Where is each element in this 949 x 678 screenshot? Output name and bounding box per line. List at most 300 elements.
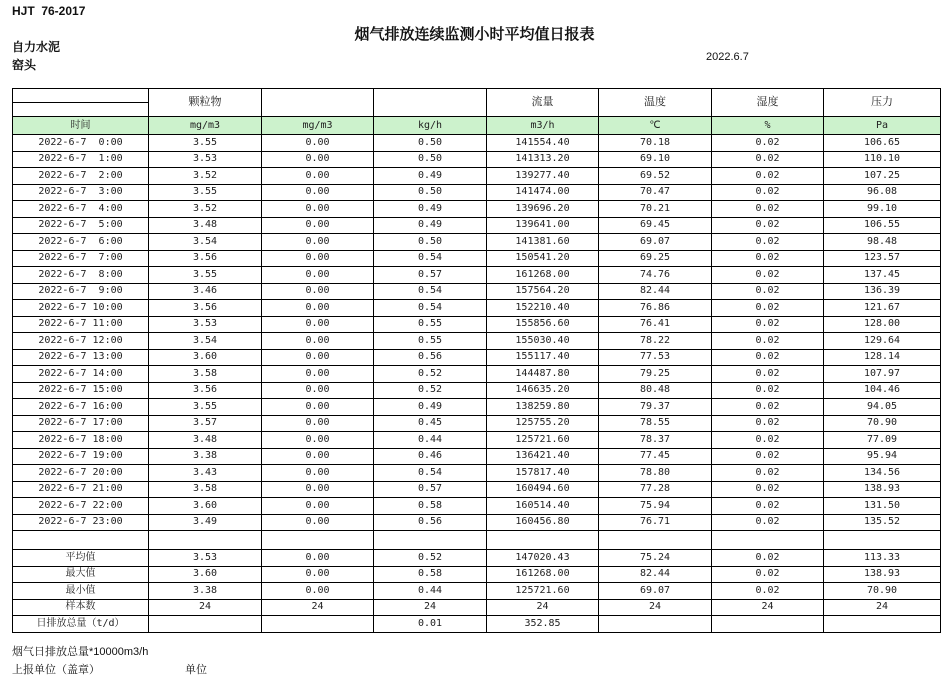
value-cell: 3.60 [149,349,262,366]
summary-value-cell: 24 [599,599,712,616]
time-cell: 2022-6-7 11:00 [13,316,149,333]
value-cell: 128.14 [824,349,941,366]
value-cell: 0.00 [262,184,374,201]
value-cell: 78.37 [599,432,712,449]
value-cell: 136.39 [824,283,941,300]
value-cell: 0.00 [262,300,374,317]
value-cell: 0.54 [374,283,487,300]
table-row [13,514,941,531]
value-cell: 107.25 [824,168,941,185]
value-cell: 0.00 [262,366,374,383]
value-cell: 3.58 [149,481,262,498]
value-cell: 0.54 [374,300,487,317]
value-cell: 106.55 [824,217,941,234]
value-cell: 0.00 [262,250,374,267]
value-cell: 0.00 [262,514,374,531]
time-cell: 2022-6-7 21:00 [13,481,149,498]
table-row [13,366,941,383]
summary-value-cell: 0.00 [262,566,374,583]
value-cell: 104.46 [824,382,941,399]
value-cell: 161268.00 [487,267,599,284]
group-header-cell [374,89,487,117]
summary-label-cell: 最小值 [13,583,149,600]
summary-row [13,616,941,633]
unit-header-cell: mg/m3 [149,117,262,135]
value-cell: 78.80 [599,465,712,482]
table-row [13,333,941,350]
header-group-row [13,89,941,103]
summary-value-cell: 161268.00 [487,566,599,583]
report-table-head [13,89,941,135]
time-cell: 2022-6-7 5:00 [13,217,149,234]
value-cell: 134.56 [824,465,941,482]
value-cell: 0.02 [712,168,824,185]
value-cell: 3.56 [149,382,262,399]
table-row [13,465,941,482]
value-cell: 3.57 [149,415,262,432]
time-cell: 2022-6-7 17:00 [13,415,149,432]
value-cell: 0.58 [374,498,487,515]
summary-value-cell: 24 [824,599,941,616]
summary-row [13,583,941,600]
value-cell: 0.02 [712,382,824,399]
header-units-row [13,117,941,135]
table-row [13,498,941,515]
blank-cell [374,531,487,550]
time-cell: 2022-6-7 14:00 [13,366,149,383]
value-cell: 3.43 [149,465,262,482]
value-cell: 157564.20 [487,283,599,300]
value-cell: 150541.20 [487,250,599,267]
value-cell: 0.02 [712,316,824,333]
unit-header-cell: Pa [824,117,941,135]
value-cell: 70.21 [599,201,712,218]
table-row [13,168,941,185]
value-cell: 0.00 [262,316,374,333]
value-cell: 3.55 [149,135,262,152]
value-cell: 0.49 [374,399,487,416]
value-cell: 0.02 [712,349,824,366]
value-cell: 80.48 [599,382,712,399]
value-cell: 94.05 [824,399,941,416]
value-cell: 0.02 [712,300,824,317]
unit-header-cell: m3/h [487,117,599,135]
value-cell: 3.38 [149,448,262,465]
value-cell: 0.00 [262,267,374,284]
value-cell: 0.00 [262,399,374,416]
value-cell: 129.64 [824,333,941,350]
value-cell: 3.48 [149,217,262,234]
blank-cell [599,531,712,550]
summary-label-cell: 日排放总量（t/d） [13,616,149,633]
value-cell: 0.02 [712,135,824,152]
value-cell: 0.00 [262,151,374,168]
value-cell: 0.00 [262,415,374,432]
value-cell: 0.46 [374,448,487,465]
group-header-cell: 湿度 [712,89,824,117]
summary-value-cell: 24 [487,599,599,616]
summary-value-cell: 0.58 [374,566,487,583]
value-cell: 0.57 [374,267,487,284]
value-cell: 139696.20 [487,201,599,218]
value-cell: 0.50 [374,135,487,152]
table-row [13,415,941,432]
value-cell: 0.02 [712,151,824,168]
summary-value-cell: 0.02 [712,566,824,583]
value-cell: 0.02 [712,432,824,449]
value-cell: 3.56 [149,250,262,267]
value-cell: 121.67 [824,300,941,317]
summary-value-cell: 0.52 [374,550,487,567]
table-row [13,250,941,267]
summary-value-cell: 24 [262,599,374,616]
value-cell: 77.53 [599,349,712,366]
summary-row [13,550,941,567]
table-row [13,316,941,333]
value-cell: 77.28 [599,481,712,498]
time-cell: 2022-6-7 1:00 [13,151,149,168]
value-cell: 0.00 [262,234,374,251]
report-table [12,88,941,633]
value-cell: 141474.00 [487,184,599,201]
value-cell: 3.54 [149,234,262,251]
value-cell: 79.25 [599,366,712,383]
value-cell: 123.57 [824,250,941,267]
value-cell: 0.00 [262,481,374,498]
value-cell: 141313.20 [487,151,599,168]
time-cell: 2022-6-7 3:00 [13,184,149,201]
value-cell: 0.00 [262,168,374,185]
value-cell: 152210.40 [487,300,599,317]
value-cell: 3.60 [149,498,262,515]
value-cell: 0.57 [374,481,487,498]
summary-value-cell: 0.00 [262,583,374,600]
time-cell: 2022-6-7 6:00 [13,234,149,251]
value-cell: 82.44 [599,283,712,300]
value-cell: 76.71 [599,514,712,531]
value-cell: 70.18 [599,135,712,152]
value-cell: 0.49 [374,168,487,185]
value-cell: 125721.60 [487,432,599,449]
value-cell: 96.08 [824,184,941,201]
value-cell: 137.45 [824,267,941,284]
value-cell: 69.10 [599,151,712,168]
table-row [13,481,941,498]
time-cell: 2022-6-7 4:00 [13,201,149,218]
unit-label: 单位 [185,664,207,676]
value-cell: 139641.00 [487,217,599,234]
value-cell: 0.00 [262,498,374,515]
summary-label-cell: 最大值 [13,566,149,583]
value-cell: 99.10 [824,201,941,218]
value-cell: 131.50 [824,498,941,515]
value-cell: 157817.40 [487,465,599,482]
unit-header-cell: 时间 [13,117,149,135]
value-cell: 75.94 [599,498,712,515]
time-cell: 2022-6-7 23:00 [13,514,149,531]
value-cell: 0.55 [374,333,487,350]
value-cell: 0.02 [712,184,824,201]
summary-value-cell: 69.07 [599,583,712,600]
summary-row [13,566,941,583]
value-cell: 0.02 [712,366,824,383]
value-cell: 0.02 [712,333,824,350]
value-cell: 128.00 [824,316,941,333]
time-cell: 2022-6-7 20:00 [13,465,149,482]
value-cell: 0.02 [712,514,824,531]
value-cell: 135.52 [824,514,941,531]
summary-value-cell: 3.38 [149,583,262,600]
summary-value-cell: 0.44 [374,583,487,600]
value-cell: 77.45 [599,448,712,465]
summary-value-cell: 24 [712,599,824,616]
value-cell: 3.48 [149,432,262,449]
time-cell: 2022-6-7 12:00 [13,333,149,350]
report-date: 2022.6.7 [706,51,749,63]
summary-value-cell: 125721.60 [487,583,599,600]
value-cell: 0.02 [712,201,824,218]
value-cell: 70.47 [599,184,712,201]
standard-code: HJT 76-2017 [12,4,86,18]
value-cell: 0.00 [262,382,374,399]
value-cell: 3.46 [149,283,262,300]
time-cell: 2022-6-7 16:00 [13,399,149,416]
unit-header-cell: % [712,117,824,135]
value-cell: 141381.60 [487,234,599,251]
value-cell: 0.49 [374,217,487,234]
summary-value-cell: 113.33 [824,550,941,567]
value-cell: 3.54 [149,333,262,350]
value-cell: 76.86 [599,300,712,317]
value-cell: 69.25 [599,250,712,267]
value-cell: 0.50 [374,234,487,251]
value-cell: 74.76 [599,267,712,284]
time-header-bottom-cell [13,103,149,117]
group-header-cell: 温度 [599,89,712,117]
time-cell: 2022-6-7 22:00 [13,498,149,515]
value-cell: 0.02 [712,234,824,251]
value-cell: 138259.80 [487,399,599,416]
value-cell: 3.55 [149,399,262,416]
table-row [13,234,941,251]
value-cell: 110.10 [824,151,941,168]
value-cell: 79.37 [599,399,712,416]
table-row [13,217,941,234]
value-cell: 3.55 [149,184,262,201]
value-cell: 107.97 [824,366,941,383]
value-cell: 0.02 [712,448,824,465]
summary-value-cell: 82.44 [599,566,712,583]
value-cell: 0.00 [262,135,374,152]
summary-label-cell: 平均值 [13,550,149,567]
value-cell: 3.49 [149,514,262,531]
value-cell: 3.53 [149,151,262,168]
page-title: 烟气排放连续监测小时平均值日报表 [354,26,595,43]
footer-note: 烟气日排放总量*10000m3/h [12,646,149,658]
table-row [13,432,941,449]
summary-row [13,599,941,616]
value-cell: 155030.40 [487,333,599,350]
table-row [13,267,941,284]
summary-value-cell [262,616,374,633]
value-cell: 0.44 [374,432,487,449]
value-cell: 139277.40 [487,168,599,185]
table-row [13,399,941,416]
summary-value-cell [712,616,824,633]
value-cell: 0.52 [374,366,487,383]
blank-row [13,531,941,550]
value-cell: 3.55 [149,267,262,284]
value-cell: 138.93 [824,481,941,498]
value-cell: 160456.80 [487,514,599,531]
value-cell: 98.48 [824,234,941,251]
value-cell: 0.50 [374,184,487,201]
summary-value-cell: 147020.43 [487,550,599,567]
value-cell: 0.02 [712,481,824,498]
group-header-cell: 流量 [487,89,599,117]
reporting-unit-label: 上报单位（盖章） [12,664,100,676]
value-cell: 0.02 [712,217,824,234]
group-header-cell: 颗粒物 [149,89,262,117]
table-row [13,300,941,317]
table-row [13,448,941,465]
value-cell: 0.02 [712,465,824,482]
value-cell: 0.00 [262,465,374,482]
value-cell: 95.94 [824,448,941,465]
value-cell: 0.49 [374,201,487,218]
summary-value-cell: 24 [374,599,487,616]
value-cell: 3.52 [149,201,262,218]
time-cell: 2022-6-7 2:00 [13,168,149,185]
time-cell: 2022-6-7 10:00 [13,300,149,317]
value-cell: 141554.40 [487,135,599,152]
summary-value-cell [599,616,712,633]
time-cell: 2022-6-7 15:00 [13,382,149,399]
value-cell: 69.45 [599,217,712,234]
time-cell: 2022-6-7 19:00 [13,448,149,465]
summary-value-cell: 0.02 [712,550,824,567]
value-cell: 0.02 [712,283,824,300]
value-cell: 0.54 [374,250,487,267]
value-cell: 0.56 [374,514,487,531]
value-cell: 144487.80 [487,366,599,383]
value-cell: 3.58 [149,366,262,383]
summary-value-cell: 75.24 [599,550,712,567]
company-name: 自力水泥 [12,40,61,54]
summary-value-cell: 3.60 [149,566,262,583]
time-cell: 2022-6-7 9:00 [13,283,149,300]
value-cell: 3.52 [149,168,262,185]
monitoring-point: 窑头 [12,58,37,72]
table-row [13,283,941,300]
value-cell: 0.02 [712,267,824,284]
value-cell: 70.90 [824,415,941,432]
summary-value-cell: 0.00 [262,550,374,567]
value-cell: 69.07 [599,234,712,251]
value-cell: 76.41 [599,316,712,333]
table-row [13,151,941,168]
summary-value-cell: 24 [149,599,262,616]
unit-header-cell: mg/m3 [262,117,374,135]
group-header-cell [262,89,374,117]
summary-value-cell [824,616,941,633]
value-cell: 0.55 [374,316,487,333]
value-cell: 77.09 [824,432,941,449]
time-cell: 2022-6-7 18:00 [13,432,149,449]
value-cell: 78.55 [599,415,712,432]
blank-cell [824,531,941,550]
time-cell: 2022-6-7 8:00 [13,267,149,284]
table-row [13,135,941,152]
value-cell: 0.56 [374,349,487,366]
value-cell: 0.00 [262,283,374,300]
value-cell: 0.52 [374,382,487,399]
value-cell: 160494.60 [487,481,599,498]
blank-cell [487,531,599,550]
summary-value-cell: 138.93 [824,566,941,583]
summary-value-cell: 0.02 [712,583,824,600]
blank-cell [262,531,374,550]
value-cell: 0.45 [374,415,487,432]
value-cell: 0.02 [712,399,824,416]
value-cell: 136421.40 [487,448,599,465]
value-cell: 78.22 [599,333,712,350]
unit-header-cell: ℃ [599,117,712,135]
group-header-cell: 压力 [824,89,941,117]
summary-value-cell [149,616,262,633]
time-cell: 2022-6-7 0:00 [13,135,149,152]
value-cell: 106.65 [824,135,941,152]
value-cell: 3.53 [149,316,262,333]
blank-cell [149,531,262,550]
value-cell: 146635.20 [487,382,599,399]
value-cell: 0.00 [262,201,374,218]
value-cell: 0.02 [712,415,824,432]
value-cell: 0.00 [262,448,374,465]
value-cell: 3.56 [149,300,262,317]
blank-cell [13,531,149,550]
value-cell: 0.00 [262,432,374,449]
value-cell: 155856.60 [487,316,599,333]
blank-cell [712,531,824,550]
summary-value-cell: 0.01 [374,616,487,633]
value-cell: 69.52 [599,168,712,185]
value-cell: 160514.40 [487,498,599,515]
value-cell: 0.54 [374,465,487,482]
table-row [13,201,941,218]
summary-label-cell: 样本数 [13,599,149,616]
table-row [13,184,941,201]
summary-value-cell: 352.85 [487,616,599,633]
unit-header-cell: kg/h [374,117,487,135]
time-cell: 2022-6-7 7:00 [13,250,149,267]
value-cell: 0.50 [374,151,487,168]
table-row [13,382,941,399]
time-header-top-cell [13,89,149,103]
value-cell: 155117.40 [487,349,599,366]
summary-value-cell: 70.90 [824,583,941,600]
value-cell: 0.00 [262,217,374,234]
summary-value-cell: 3.53 [149,550,262,567]
value-cell: 0.00 [262,349,374,366]
time-cell: 2022-6-7 13:00 [13,349,149,366]
value-cell: 0.02 [712,498,824,515]
report-table-body [13,135,941,633]
table-row [13,349,941,366]
value-cell: 125755.20 [487,415,599,432]
value-cell: 0.00 [262,333,374,350]
value-cell: 0.02 [712,250,824,267]
